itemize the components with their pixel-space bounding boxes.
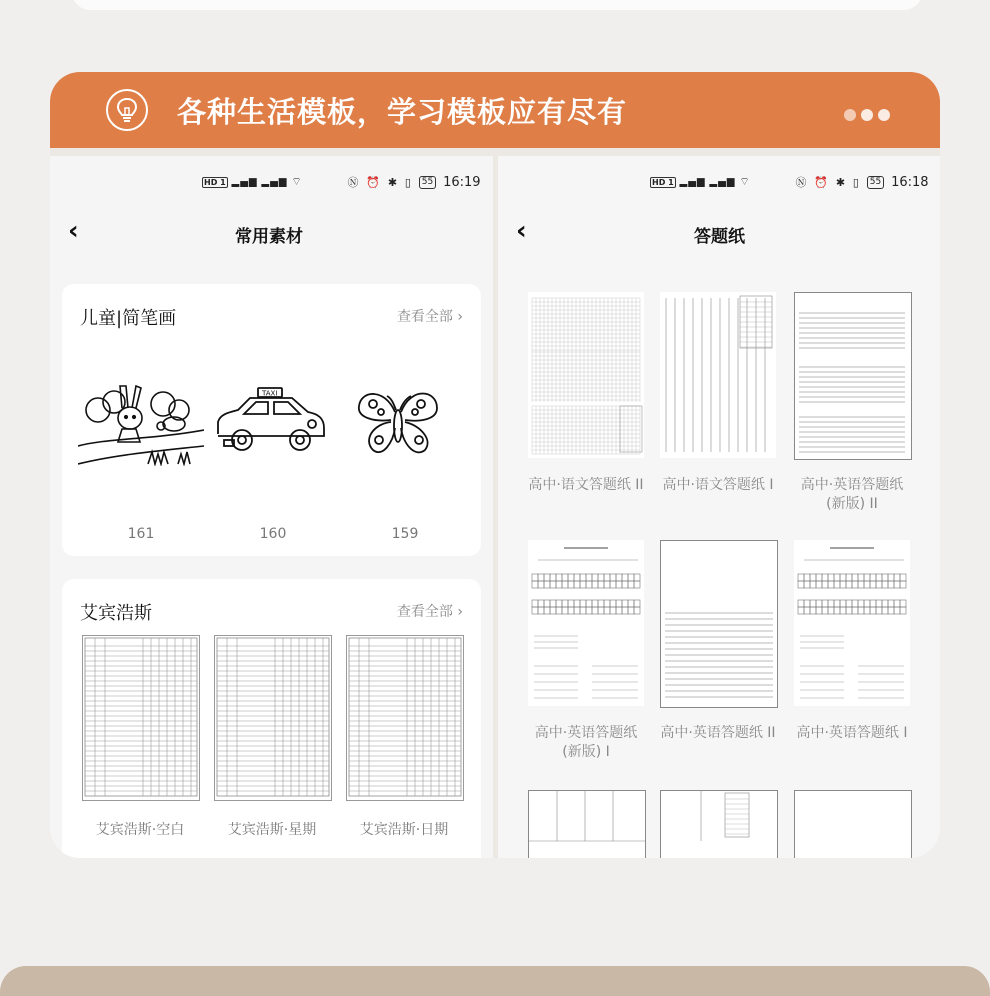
sheet-texture: [347, 636, 463, 800]
page-title: 答题纸: [694, 227, 745, 247]
hd-badge: HD 1: [652, 177, 674, 187]
alarm-icon: ⏰: [366, 175, 381, 189]
sheet-label: 高中·英语答题纸 (新版) I: [534, 725, 638, 760]
answer-sheet-english-1-thumbnail[interactable]: [794, 540, 910, 706]
phone-screen-answer-sheets: [498, 156, 940, 858]
sheet-texture: [661, 541, 777, 707]
nfc-icon: Ⓝ: [347, 176, 359, 189]
nfc-icon: Ⓝ: [795, 176, 807, 189]
item-count-label: 161: [127, 526, 155, 542]
vibrate-icon: ▯: [852, 175, 859, 189]
item-count-label: 159: [391, 526, 419, 542]
ebbinghaus-week-thumbnail[interactable]: [214, 635, 332, 801]
sheet-texture: [795, 791, 911, 858]
status-bar: [202, 174, 481, 190]
taxi-drawing-thumbnail[interactable]: [212, 384, 328, 462]
battery-icon: 55: [419, 176, 436, 189]
ebbinghaus-date-thumbnail[interactable]: [346, 635, 464, 801]
lightbulb-icon: [106, 89, 148, 131]
signal-icon: ▂▄▆: [709, 176, 736, 188]
sheet-label: 高中·英语答题纸 I: [796, 725, 908, 741]
phone-screen-materials: [50, 156, 493, 858]
wifi-icon: ⌔: [739, 175, 750, 188]
section-title: 儿童|简笔画: [80, 308, 177, 329]
sheet-label: 高中·语文答题纸 I: [662, 477, 774, 493]
answer-sheet-thumbnail[interactable]: [794, 790, 912, 858]
back-chevron-icon[interactable]: ‹: [516, 216, 527, 246]
sheet-texture: [215, 636, 331, 800]
sheet-label: 高中·英语答题纸 (新版) II: [800, 477, 904, 512]
banner-title: 各种生活模板，学习模板应有尽有: [177, 95, 628, 129]
section-card-ebbinghaus: [62, 579, 481, 858]
sheet-texture: [795, 293, 911, 459]
view-all-link[interactable]: 查看全部 ›: [396, 604, 463, 620]
signal-icon: ▂▄▆: [231, 176, 258, 188]
clock: 16:18: [891, 174, 929, 190]
bluetooth-icon: ✱: [835, 175, 846, 189]
view-all-link[interactable]: 查看全部 ›: [396, 309, 463, 325]
rabbit-drawing-thumbnail[interactable]: [78, 380, 204, 466]
item-count-label: 160: [259, 526, 287, 542]
answer-sheet-chinese-1-thumbnail[interactable]: [660, 292, 776, 458]
answer-sheet-chinese-2-thumbnail[interactable]: [528, 292, 644, 458]
battery-icon: 55: [867, 176, 884, 189]
sheet-texture: [661, 791, 777, 858]
answer-sheet-thumbnail[interactable]: [528, 790, 646, 858]
status-bar: [650, 174, 929, 190]
clock: 16:19: [443, 174, 481, 190]
sheet-texture: [528, 540, 644, 706]
sheet-label: 高中·英语答题纸 II: [660, 725, 776, 741]
previous-card-edge: [72, 0, 922, 10]
answer-sheet-english-new-2-thumbnail[interactable]: [794, 292, 912, 460]
sheet-texture: [528, 292, 644, 458]
answer-sheet-thumbnail[interactable]: [660, 790, 778, 858]
ebbinghaus-blank-thumbnail[interactable]: [82, 635, 200, 801]
sheet-texture: [794, 540, 910, 706]
template-label: 艾宾浩斯·星期: [227, 822, 317, 838]
signal-icon: ▂▄▆: [261, 176, 288, 188]
answer-sheet-english-2-thumbnail[interactable]: [660, 540, 778, 708]
hd-badge: HD 1: [204, 177, 226, 187]
page-title: 常用素材: [235, 227, 303, 247]
feature-banner: [50, 72, 940, 148]
next-section-edge: [0, 966, 990, 996]
alarm-icon: ⏰: [814, 175, 829, 189]
back-chevron-icon[interactable]: ‹: [68, 216, 79, 246]
sheet-texture: [660, 292, 776, 458]
butterfly-drawing-thumbnail[interactable]: [355, 384, 441, 462]
sheet-texture: [529, 791, 645, 858]
section-card-kids-drawing: [62, 284, 481, 556]
vibrate-icon: ▯: [404, 175, 411, 189]
signal-icon: ▂▄▆: [679, 176, 706, 188]
template-label: 艾宾浩斯·空白: [95, 822, 185, 838]
answer-sheet-english-new-1-thumbnail[interactable]: [528, 540, 644, 706]
sheet-texture: [83, 636, 199, 800]
section-title: 艾宾浩斯: [80, 603, 152, 624]
svg-text:TAXI: TAXI: [262, 389, 278, 398]
sheet-label: 高中·语文答题纸 II: [528, 477, 644, 493]
template-label: 艾宾浩斯·日期: [359, 822, 449, 838]
more-dots-icon[interactable]: [844, 106, 895, 125]
feature-showcase: [50, 72, 940, 858]
wifi-icon: ⌔: [291, 175, 302, 188]
bluetooth-icon: ✱: [387, 175, 398, 189]
